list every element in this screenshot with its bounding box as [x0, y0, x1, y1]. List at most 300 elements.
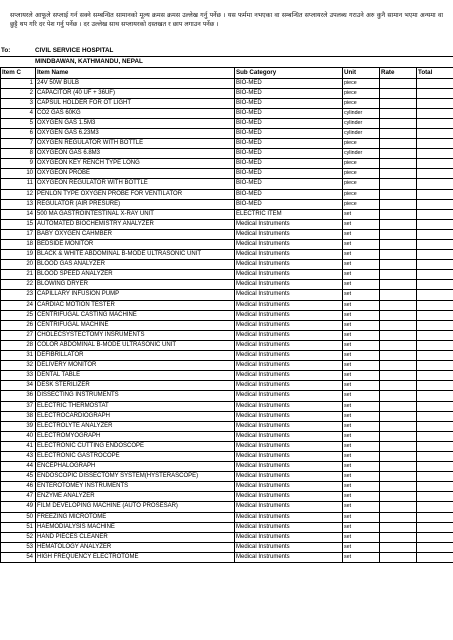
- sub-category-cell: Medical Instruments: [235, 290, 343, 300]
- unit-cell: set: [343, 462, 380, 472]
- rate-input-cell[interactable]: [380, 219, 417, 229]
- sub-category-cell: BIO-MED: [235, 179, 343, 189]
- item-number-cell: 43: [1, 451, 36, 461]
- unit-cell: set: [343, 441, 380, 451]
- total-cell: [417, 280, 453, 290]
- item-number-cell: 2: [1, 88, 36, 98]
- sub-category-cell: BIO-MED: [235, 98, 343, 108]
- unit-cell: set: [343, 260, 380, 270]
- item-name-cell: ELECTROMYOGRAPH: [36, 431, 235, 441]
- rate-input-cell[interactable]: [380, 98, 417, 108]
- rate-input-cell[interactable]: [380, 552, 417, 562]
- rate-input-cell[interactable]: [380, 451, 417, 461]
- table-row: [1, 179, 453, 189]
- column-header-sub-category: Sub Category: [235, 68, 343, 79]
- item-number-cell: 33: [1, 371, 36, 381]
- item-number-cell: 52: [1, 532, 36, 542]
- item-name-cell: ENZYME ANALYZER: [36, 492, 235, 502]
- rate-input-cell[interactable]: [380, 199, 417, 209]
- item-name-cell: 500 MA GASTROINTESTINAL X-RAY UNIT: [36, 209, 235, 219]
- item-number-cell: 44: [1, 462, 36, 472]
- total-cell: [417, 340, 453, 350]
- total-cell: [417, 492, 453, 502]
- total-cell: [417, 532, 453, 542]
- item-name-cell: CENTRIFUGAL MACHINE: [36, 320, 235, 330]
- table-row: [1, 371, 453, 381]
- item-name-cell: ELECTRIC THERMOSTAT: [36, 401, 235, 411]
- item-number-cell: 31: [1, 351, 36, 361]
- table-row: [1, 280, 453, 290]
- sub-category-cell: Medical Instruments: [235, 441, 343, 451]
- table-row: [1, 320, 453, 330]
- item-name-cell: PENLON TYPE OXYGEN PROBE FOR VENTILATOR: [36, 189, 235, 199]
- table-row: [1, 340, 453, 350]
- item-name-cell: DISSECTING INSTRUMENTS: [36, 391, 235, 401]
- total-cell: [417, 98, 453, 108]
- rate-input-cell[interactable]: [380, 209, 417, 219]
- rate-input-cell[interactable]: [380, 472, 417, 482]
- rate-input-cell[interactable]: [380, 108, 417, 118]
- rate-input-cell[interactable]: [380, 260, 417, 270]
- total-cell: [417, 361, 453, 371]
- item-number-cell: 49: [1, 502, 36, 512]
- rate-input-cell[interactable]: [380, 431, 417, 441]
- total-cell: [417, 381, 453, 391]
- sub-category-cell: Medical Instruments: [235, 280, 343, 290]
- item-name-cell: CENTRIFUGAL CASTING MACHINE: [36, 310, 235, 320]
- table-row: [1, 219, 453, 229]
- instruction-text: सप्लायरले आफूले सप्लाई गर्न सक्ने सम्बन्धित सामानको मूल्य क्रमस क्रमस उल्लेख गर्नु पर्नेछ । यस फर्ममा नभएका वा सम्बन्धित सप्लायरले उपलब्ध गराउने अरु कुनै सामान भएमा अन्यमा वा छुट्टै थप गरि दर पेश गर्नु पर्नेछ । दर उल्लेख साथ सप्लायरको दस्तखत र छाप लगाउन पर्नेछ ।: [10, 12, 443, 29]
- total-cell: [417, 159, 453, 169]
- rate-input-cell[interactable]: [380, 522, 417, 532]
- sub-category-cell: Medical Instruments: [235, 250, 343, 260]
- total-cell: [417, 118, 453, 128]
- sub-category-cell: Medical Instruments: [235, 240, 343, 250]
- unit-cell: set: [343, 209, 380, 219]
- item-number-cell: 13: [1, 199, 36, 209]
- total-cell: [417, 290, 453, 300]
- unit-cell: set: [343, 320, 380, 330]
- rate-input-cell[interactable]: [380, 179, 417, 189]
- sub-category-cell: Medical Instruments: [235, 451, 343, 461]
- rate-input-cell[interactable]: [380, 421, 417, 431]
- sub-category-cell: Medical Instruments: [235, 472, 343, 482]
- rate-input-cell[interactable]: [380, 361, 417, 371]
- unit-cell: set: [343, 431, 380, 441]
- table-row: [1, 98, 453, 108]
- item-name-cell: BLACK & WHITE ABDOMINAL B-MODE ULTRASONIC UNIT: [36, 250, 235, 260]
- rate-input-cell[interactable]: [380, 270, 417, 280]
- rate-input-cell[interactable]: [380, 502, 417, 512]
- item-number-cell: 37: [1, 401, 36, 411]
- unit-cell: cylinder: [343, 118, 380, 128]
- total-cell: [417, 391, 453, 401]
- total-cell: [417, 512, 453, 522]
- sub-category-cell: Medical Instruments: [235, 330, 343, 340]
- table-row: [1, 401, 453, 411]
- item-number-cell: 10: [1, 169, 36, 179]
- item-number-cell: 28: [1, 340, 36, 350]
- rate-input-cell[interactable]: [380, 88, 417, 98]
- item-number-cell: 25: [1, 310, 36, 320]
- unit-cell: set: [343, 290, 380, 300]
- total-cell: [417, 472, 453, 482]
- item-name-cell: ENCEPHALOGRAPH: [36, 462, 235, 472]
- total-cell: [417, 502, 453, 512]
- item-name-cell: AUTOMATED BIOCHEMISTRY ANALYZER: [36, 219, 235, 229]
- table-row: [1, 240, 453, 250]
- sub-category-cell: Medical Instruments: [235, 270, 343, 280]
- item-name-cell: HAND PIECES CLEANER: [36, 532, 235, 542]
- sub-category-cell: Medical Instruments: [235, 371, 343, 381]
- table-row: [1, 118, 453, 128]
- item-number-cell: 27: [1, 330, 36, 340]
- total-cell: [417, 260, 453, 270]
- unit-cell: set: [343, 512, 380, 522]
- table-row: [1, 361, 453, 371]
- rate-input-cell[interactable]: [380, 189, 417, 199]
- table-row: [1, 159, 453, 169]
- table-row: [1, 250, 453, 260]
- unit-cell: set: [343, 451, 380, 461]
- total-cell: [417, 451, 453, 461]
- item-name-cell: CAPACITOR (40 UF + 36UF): [36, 88, 235, 98]
- sub-category-cell: Medical Instruments: [235, 532, 343, 542]
- total-cell: [417, 431, 453, 441]
- item-number-cell: 3: [1, 98, 36, 108]
- unit-cell: piece: [343, 169, 380, 179]
- item-name-cell: ELECTRONIC GASTROCOPE: [36, 451, 235, 461]
- rate-input-cell[interactable]: [380, 159, 417, 169]
- rate-input-cell[interactable]: [380, 381, 417, 391]
- item-number-cell: 34: [1, 381, 36, 391]
- sub-category-cell: Medical Instruments: [235, 219, 343, 229]
- rate-input-cell[interactable]: [380, 340, 417, 350]
- rate-input-cell[interactable]: [380, 512, 417, 522]
- total-cell: [417, 108, 453, 118]
- rate-input-cell[interactable]: [380, 401, 417, 411]
- unit-cell: cylinder: [343, 149, 380, 159]
- item-name-cell: OXYGEN GAS 1.5M3: [36, 118, 235, 128]
- rate-input-cell[interactable]: [380, 411, 417, 421]
- item-number-cell: 17: [1, 229, 36, 239]
- rate-input-cell[interactable]: [380, 330, 417, 340]
- item-name-cell: ENTEROTOMEY INSTRUMENTS: [36, 482, 235, 492]
- unit-cell: piece: [343, 159, 380, 169]
- addressee-name: CIVIL SERVICE HOSPITAL: [35, 47, 114, 54]
- item-number-cell: 23: [1, 290, 36, 300]
- total-cell: [417, 209, 453, 219]
- unit-cell: set: [343, 502, 380, 512]
- unit-cell: set: [343, 492, 380, 502]
- table-row: [1, 330, 453, 340]
- unit-cell: set: [343, 270, 380, 280]
- unit-cell: set: [343, 391, 380, 401]
- sub-category-cell: Medical Instruments: [235, 340, 343, 350]
- rate-input-cell[interactable]: [380, 139, 417, 149]
- sub-category-cell: Medical Instruments: [235, 411, 343, 421]
- rate-input-cell[interactable]: [380, 250, 417, 260]
- item-name-cell: DENTAL TABLE: [36, 371, 235, 381]
- rate-input-cell[interactable]: [380, 240, 417, 250]
- sub-category-cell: Medical Instruments: [235, 542, 343, 552]
- unit-cell: set: [343, 532, 380, 542]
- item-name-cell: ENDOSCOPIC DISSECTOMY SYSTEM(HYSTERASCOPE): [36, 472, 235, 482]
- item-name-cell: COLOR ABDOMINAL B-MODE ULTRASONIC UNIT: [36, 340, 235, 350]
- item-name-cell: OXYGEON REGULATOR WITH BOTTLE: [36, 179, 235, 189]
- total-cell: [417, 219, 453, 229]
- table-row: [1, 128, 453, 138]
- sub-category-cell: Medical Instruments: [235, 462, 343, 472]
- unit-cell: piece: [343, 189, 380, 199]
- item-number-cell: 20: [1, 260, 36, 270]
- table-row: [1, 260, 453, 270]
- item-number-cell: 45: [1, 472, 36, 482]
- item-name-cell: BLOWING DRYER: [36, 280, 235, 290]
- rate-input-cell[interactable]: [380, 169, 417, 179]
- table-header-row: [1, 68, 453, 79]
- item-name-cell: HIGH FREQUENCY ELECTROTOME: [36, 552, 235, 562]
- sub-category-cell: Medical Instruments: [235, 552, 343, 562]
- sub-category-cell: BIO-MED: [235, 149, 343, 159]
- total-cell: [417, 169, 453, 179]
- item-number-cell: 40: [1, 431, 36, 441]
- unit-cell: set: [343, 381, 380, 391]
- rate-input-cell[interactable]: [380, 128, 417, 138]
- item-number-cell: 24: [1, 300, 36, 310]
- total-cell: [417, 128, 453, 138]
- item-number-cell: 22: [1, 280, 36, 290]
- rate-input-cell[interactable]: [380, 320, 417, 330]
- table-row: [1, 88, 453, 98]
- item-number-cell: 53: [1, 542, 36, 552]
- sub-category-cell: BIO-MED: [235, 108, 343, 118]
- table-row: [1, 441, 453, 451]
- sub-category-cell: BIO-MED: [235, 78, 343, 88]
- total-cell: [417, 240, 453, 250]
- total-cell: [417, 421, 453, 431]
- rate-input-cell[interactable]: [380, 462, 417, 472]
- item-number-cell: 36: [1, 391, 36, 401]
- total-cell: [417, 300, 453, 310]
- rate-input-cell[interactable]: [380, 532, 417, 542]
- unit-cell: set: [343, 472, 380, 482]
- total-cell: [417, 189, 453, 199]
- addressee-line-1: [0, 46, 453, 57]
- sub-category-cell: Medical Instruments: [235, 320, 343, 330]
- rate-input-cell[interactable]: [380, 290, 417, 300]
- unit-cell: set: [343, 340, 380, 350]
- unit-cell: set: [343, 330, 380, 340]
- table-row: [1, 229, 453, 239]
- unit-cell: cylinder: [343, 108, 380, 118]
- rate-input-cell[interactable]: [380, 300, 417, 310]
- item-number-cell: 12: [1, 189, 36, 199]
- item-name-cell: BLOOD GAS ANALYZER: [36, 260, 235, 270]
- item-number-cell: 7: [1, 139, 36, 149]
- total-cell: [417, 149, 453, 159]
- table-row: [1, 209, 453, 219]
- item-number-cell: 38: [1, 411, 36, 421]
- item-name-cell: ELECTROCARDIOGRAPH: [36, 411, 235, 421]
- sub-category-cell: Medical Instruments: [235, 391, 343, 401]
- table-row: [1, 189, 453, 199]
- item-name-cell: HAEMODIALYSIS MACHINE: [36, 522, 235, 532]
- sub-category-cell: BIO-MED: [235, 118, 343, 128]
- rate-input-cell[interactable]: [380, 118, 417, 128]
- sub-category-cell: Medical Instruments: [235, 492, 343, 502]
- item-number-cell: 1: [1, 78, 36, 88]
- item-name-cell: BEDSIDE MONITOR: [36, 240, 235, 250]
- sub-category-cell: BIO-MED: [235, 159, 343, 169]
- total-cell: [417, 411, 453, 421]
- rate-input-cell[interactable]: [380, 492, 417, 502]
- total-cell: [417, 320, 453, 330]
- sub-category-cell: BIO-MED: [235, 128, 343, 138]
- total-cell: [417, 351, 453, 361]
- unit-cell: set: [343, 280, 380, 290]
- rate-input-cell[interactable]: [380, 391, 417, 401]
- table-row: [1, 421, 453, 431]
- rate-input-cell[interactable]: [380, 229, 417, 239]
- item-name-cell: OXYGEON GAS 6.8M3: [36, 149, 235, 159]
- sub-category-cell: Medical Instruments: [235, 421, 343, 431]
- item-name-cell: FREEZING MICROTOME: [36, 512, 235, 522]
- sub-category-cell: BIO-MED: [235, 189, 343, 199]
- table-row: [1, 532, 453, 542]
- rate-input-cell[interactable]: [380, 310, 417, 320]
- unit-cell: cylinder: [343, 128, 380, 138]
- item-name-cell: BLOOD SPEED ANALYZER: [36, 270, 235, 280]
- table-row: [1, 411, 453, 421]
- item-number-cell: 54: [1, 552, 36, 562]
- item-name-cell: DEFIBRILLATOR: [36, 351, 235, 361]
- unit-cell: set: [343, 482, 380, 492]
- table-row: [1, 139, 453, 149]
- table-row: [1, 492, 453, 502]
- total-cell: [417, 371, 453, 381]
- total-cell: [417, 552, 453, 562]
- table-row: [1, 108, 453, 118]
- table-row: [1, 542, 453, 552]
- item-number-cell: 21: [1, 270, 36, 280]
- total-cell: [417, 310, 453, 320]
- table-row: [1, 512, 453, 522]
- rate-input-cell[interactable]: [380, 482, 417, 492]
- table-row: [1, 300, 453, 310]
- item-name-cell: OXYGEON KEY RENCH TYPE LONG: [36, 159, 235, 169]
- item-name-cell: REGULATOR (AIR PRESURE): [36, 199, 235, 209]
- sub-category-cell: Medical Instruments: [235, 300, 343, 310]
- sub-category-cell: Medical Instruments: [235, 522, 343, 532]
- table-row: [1, 391, 453, 401]
- sub-category-cell: Medical Instruments: [235, 351, 343, 361]
- item-name-cell: CAPSUL HOLDER FOR OT LIGHT: [36, 98, 235, 108]
- item-number-cell: 15: [1, 219, 36, 229]
- column-header-rate: Rate: [380, 68, 417, 79]
- item-name-cell: OXYGEON PROBE: [36, 169, 235, 179]
- unit-cell: set: [343, 240, 380, 250]
- rate-input-cell[interactable]: [380, 371, 417, 381]
- sub-category-cell: BIO-MED: [235, 199, 343, 209]
- item-number-cell: 11: [1, 179, 36, 189]
- sub-category-cell: Medical Instruments: [235, 361, 343, 371]
- item-name-cell: CARDIAC MOTION TESTER: [36, 300, 235, 310]
- item-number-cell: 41: [1, 441, 36, 451]
- total-cell: [417, 330, 453, 340]
- total-cell: [417, 401, 453, 411]
- item-name-cell: OXYGEN REGULATOR WITH BOTTLE: [36, 139, 235, 149]
- sub-category-cell: Medical Instruments: [235, 431, 343, 441]
- unit-cell: set: [343, 371, 380, 381]
- unit-cell: set: [343, 522, 380, 532]
- table-row: [1, 351, 453, 361]
- unit-cell: piece: [343, 139, 380, 149]
- table-row: [1, 462, 453, 472]
- item-number-cell: 4: [1, 108, 36, 118]
- total-cell: [417, 139, 453, 149]
- rate-input-cell[interactable]: [380, 351, 417, 361]
- sub-category-cell: Medical Instruments: [235, 310, 343, 320]
- column-header-total: Total: [417, 68, 453, 79]
- table-row: [1, 502, 453, 512]
- rate-input-cell[interactable]: [380, 149, 417, 159]
- item-number-cell: 8: [1, 149, 36, 159]
- rate-input-cell[interactable]: [380, 542, 417, 552]
- item-number-cell: 5: [1, 118, 36, 128]
- rate-input-cell[interactable]: [380, 441, 417, 451]
- column-header-unit: Unit: [343, 68, 380, 79]
- unit-cell: piece: [343, 98, 380, 108]
- item-number-cell: 18: [1, 240, 36, 250]
- column-header-item-no: Item C: [1, 68, 36, 79]
- total-cell: [417, 78, 453, 88]
- item-name-cell: CHOLECSYSTECTOMY INSRUMENTS: [36, 330, 235, 340]
- addressee-address: MINDBAWAN, KATHMANDU, NEPAL: [35, 58, 143, 65]
- rate-input-cell[interactable]: [380, 78, 417, 88]
- item-number-cell: 50: [1, 512, 36, 522]
- items-table-body: [1, 78, 453, 563]
- unit-cell: set: [343, 351, 380, 361]
- total-cell: [417, 542, 453, 552]
- sub-category-cell: BIO-MED: [235, 139, 343, 149]
- item-name-cell: DELIVERY MONITOR: [36, 361, 235, 371]
- to-label: To:: [1, 47, 11, 54]
- total-cell: [417, 522, 453, 532]
- sub-category-cell: Medical Instruments: [235, 502, 343, 512]
- total-cell: [417, 441, 453, 451]
- table-row: [1, 149, 453, 159]
- item-number-cell: 46: [1, 482, 36, 492]
- table-row: [1, 522, 453, 532]
- unit-cell: set: [343, 361, 380, 371]
- sub-category-cell: Medical Instruments: [235, 381, 343, 391]
- unit-cell: set: [343, 310, 380, 320]
- sub-category-cell: Medical Instruments: [235, 260, 343, 270]
- column-header-item-name: Item Name: [36, 68, 235, 79]
- item-number-cell: 9: [1, 159, 36, 169]
- item-number-cell: 14: [1, 209, 36, 219]
- rate-input-cell[interactable]: [380, 280, 417, 290]
- total-cell: [417, 250, 453, 260]
- unit-cell: piece: [343, 179, 380, 189]
- table-row: [1, 78, 453, 88]
- unit-cell: set: [343, 250, 380, 260]
- total-cell: [417, 199, 453, 209]
- item-name-cell: 24V 50W BULB: [36, 78, 235, 88]
- unit-cell: piece: [343, 78, 380, 88]
- unit-cell: set: [343, 552, 380, 562]
